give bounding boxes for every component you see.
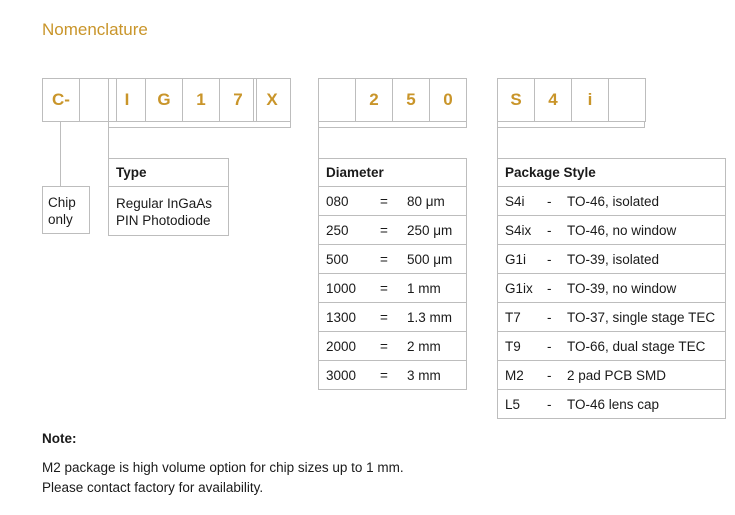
table-row: [319, 303, 466, 332]
table-row: [319, 361, 466, 390]
package-desc: TO-66, dual stage TEC: [567, 338, 706, 354]
code-box: 4: [534, 78, 572, 122]
package-desc: TO-46 lens cap: [567, 396, 660, 412]
diameter-table: [318, 158, 467, 390]
table-row: [498, 274, 725, 303]
code-box: [608, 78, 646, 122]
table-row: [319, 245, 466, 274]
package-code: L5: [505, 396, 521, 412]
table-row: [319, 187, 466, 216]
chip-line-1: Chip: [48, 195, 76, 210]
type-line-1: Regular InGaAs: [116, 196, 213, 211]
connector-line: [60, 122, 61, 186]
type-line-2: PIN Photodiode: [116, 213, 211, 228]
code-box: 0: [429, 78, 467, 122]
type-body: [109, 187, 228, 236]
package-style-table: [497, 158, 726, 419]
code-box: G: [145, 78, 183, 122]
equals-sign: =: [380, 367, 388, 383]
equals-sign: =: [380, 222, 388, 238]
package-desc: TO-46, no window: [567, 222, 677, 238]
connector-line: [318, 127, 319, 159]
diameter-value: 1.3 mm: [407, 309, 453, 325]
code-box: X: [253, 78, 291, 122]
package-code: G1i: [505, 251, 527, 267]
equals-sign: =: [380, 193, 388, 209]
note-line-1: M2 package is high volume option for chip sizes up to 1 mm.: [42, 460, 404, 475]
diameter-value: 2 mm: [407, 338, 441, 354]
equals-sign: =: [380, 338, 388, 354]
page-title: Nomenclature: [42, 20, 148, 39]
connector-line: [644, 122, 645, 128]
table-row: [498, 187, 725, 216]
chip-only-box: [42, 186, 90, 234]
connector-line: [497, 127, 498, 159]
package-header: Package Style: [498, 159, 725, 187]
table-row: [319, 216, 466, 245]
table-row: [498, 332, 725, 361]
code-box: 2: [355, 78, 393, 122]
note-title: Note:: [42, 431, 77, 446]
diameter-header: Diameter: [319, 159, 466, 187]
connector-line: [108, 127, 290, 128]
package-desc: 2 pad PCB SMD: [567, 367, 667, 383]
package-code: T9: [505, 338, 521, 354]
diameter-value: 500 μm: [407, 251, 453, 267]
diameter-code: 2000: [326, 338, 357, 354]
table-row: [498, 245, 725, 274]
code-box: 7: [219, 78, 257, 122]
equals-sign: =: [380, 309, 388, 325]
diameter-code: 1300: [326, 309, 357, 325]
note-line-2: Please contact factory for availability.: [42, 480, 264, 495]
equals-sign: =: [380, 280, 388, 296]
diameter-code: 250: [326, 222, 349, 238]
diameter-code: 080: [326, 193, 349, 209]
diameter-value: 80 μm: [407, 193, 445, 209]
dash: -: [547, 251, 552, 267]
diameter-code: 500: [326, 251, 349, 267]
connector-line: [466, 122, 467, 128]
code-box: 1: [182, 78, 220, 122]
package-code: G1ix: [505, 280, 533, 296]
diameter-value: 250 μm: [407, 222, 453, 238]
package-code: M2: [505, 367, 524, 383]
code-box: i: [571, 78, 609, 122]
dash: -: [547, 280, 552, 296]
connector-line: [290, 122, 291, 128]
connector-line: [318, 127, 467, 128]
table-row: [498, 303, 725, 332]
package-code: S4i: [505, 193, 525, 209]
package-code: S4ix: [505, 222, 532, 238]
diameter-value: 3 mm: [407, 367, 441, 383]
table-row: [319, 332, 466, 361]
equals-sign: =: [380, 251, 388, 267]
diameter-value: 1 mm: [407, 280, 441, 296]
package-desc: TO-39, isolated: [567, 251, 660, 267]
chip-line-2: only: [48, 212, 73, 227]
package-desc: TO-37, single stage TEC: [567, 309, 716, 325]
table-row: [319, 274, 466, 303]
table-row: [498, 361, 725, 390]
dash: -: [547, 193, 552, 209]
dash: -: [547, 338, 552, 354]
dash: -: [547, 222, 552, 238]
connector-line: [108, 127, 109, 159]
type-table: [108, 158, 229, 236]
table-row: [498, 390, 725, 419]
code-box: C-: [42, 78, 80, 122]
dash: -: [547, 396, 552, 412]
diameter-code: 1000: [326, 280, 357, 296]
connector-line: [497, 127, 645, 128]
code-box: 5: [392, 78, 430, 122]
package-code: T7: [505, 309, 521, 325]
type-header: Type: [109, 159, 228, 187]
package-desc: TO-46, isolated: [567, 193, 660, 209]
code-box: I: [108, 78, 146, 122]
dash: -: [547, 309, 552, 325]
diameter-code: 3000: [326, 367, 357, 383]
code-box: S: [497, 78, 535, 122]
table-row: [498, 216, 725, 245]
dash: -: [547, 367, 552, 383]
package-desc: TO-39, no window: [567, 280, 677, 296]
code-box: [318, 78, 356, 122]
